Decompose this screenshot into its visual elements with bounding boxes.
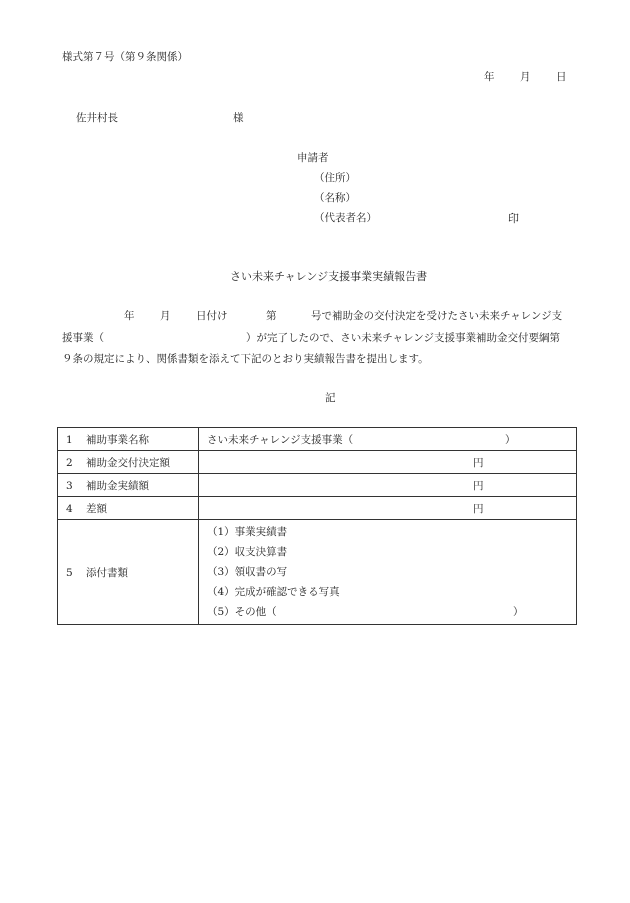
row-number: 3 xyxy=(66,479,73,492)
body-date-suffix: 日付け xyxy=(196,310,228,322)
row-label-text: 補助金交付決定額 xyxy=(86,456,170,469)
seal-mark: 印 xyxy=(508,212,519,225)
yen-unit: 円 xyxy=(473,457,484,469)
row-label xyxy=(58,428,199,451)
yen-unit: 円 xyxy=(473,480,484,492)
attachment-item: （4）完成が確認できる写真 xyxy=(207,586,340,598)
row-label xyxy=(58,497,199,520)
body-line1-rest: 号で補助金の交付決定を受けたさい未来チャレンジ支 xyxy=(311,310,563,322)
attachment-item-other[interactable] xyxy=(207,602,568,622)
applicant-address-label: （住所） xyxy=(314,172,356,184)
applicant-name-label: （名称） xyxy=(314,192,356,204)
attachments-list xyxy=(199,520,577,625)
body-line3: ９条の規定により、関係書類を添えて下記のとおり実績報告書を提出します。 xyxy=(62,353,429,365)
applicant-heading: 申請者 xyxy=(297,152,329,164)
addressee-honorific: 様 xyxy=(233,112,244,124)
document-title: さい未来チャレンジ支援事業実績報告書 xyxy=(230,270,428,283)
addressee-name: 佐井村長 xyxy=(76,112,118,124)
date-month-label: 月 xyxy=(520,71,531,83)
attachment-item: （3）領収書の写 xyxy=(207,566,288,578)
yen-unit: 円 xyxy=(473,503,484,515)
body-no-prefix: 第 xyxy=(266,310,277,322)
decision-amount-field[interactable] xyxy=(199,451,577,474)
attachment-item: （1）事業実績書 xyxy=(207,526,288,538)
body-line2-start: 援事業（ xyxy=(62,332,104,344)
row-number: 2 xyxy=(66,456,73,469)
attachment-item: （2）収支決算書 xyxy=(207,546,288,558)
project-name-prefix: さい未来チャレンジ支援事業（ xyxy=(207,433,354,446)
row-label-text: 添付書類 xyxy=(86,566,128,579)
applicant-rep-label: （代表者名） xyxy=(314,212,377,224)
table-row xyxy=(58,474,577,497)
body-month: 月 xyxy=(160,310,171,322)
row-label-text: 補助金実績額 xyxy=(86,479,149,492)
project-name-close: ） xyxy=(505,433,516,446)
body-line2-rest: ）が完了したので、さい未来チャレンジ支援事業補助金交付要綱第 xyxy=(246,332,560,344)
row-label xyxy=(58,451,199,474)
row-label xyxy=(58,474,199,497)
difference-amount-field[interactable] xyxy=(199,497,577,520)
table-row xyxy=(58,451,577,474)
date-year-label: 年 xyxy=(484,71,495,83)
actual-amount-field[interactable] xyxy=(199,474,577,497)
row-number: 1 xyxy=(66,433,73,446)
row-label-text: 差額 xyxy=(86,502,107,515)
form-number: 様式第７号（第９条関係） xyxy=(62,51,188,63)
ki-heading: 記 xyxy=(325,392,336,404)
row-label xyxy=(58,520,199,625)
table-row xyxy=(58,520,577,625)
body-year: 年 xyxy=(124,310,135,322)
row-label-text: 補助事業名称 xyxy=(86,433,149,446)
attachment-other-close: ） xyxy=(513,606,524,618)
row-number: 4 xyxy=(66,502,73,515)
report-table xyxy=(57,427,577,625)
table-row xyxy=(58,428,577,451)
row-number: 5 xyxy=(66,566,73,579)
table-row xyxy=(58,497,577,520)
date-day-label: 日 xyxy=(556,71,567,83)
attachment-other-text: （5）その他（ xyxy=(207,606,277,618)
project-name-field[interactable] xyxy=(199,428,577,451)
